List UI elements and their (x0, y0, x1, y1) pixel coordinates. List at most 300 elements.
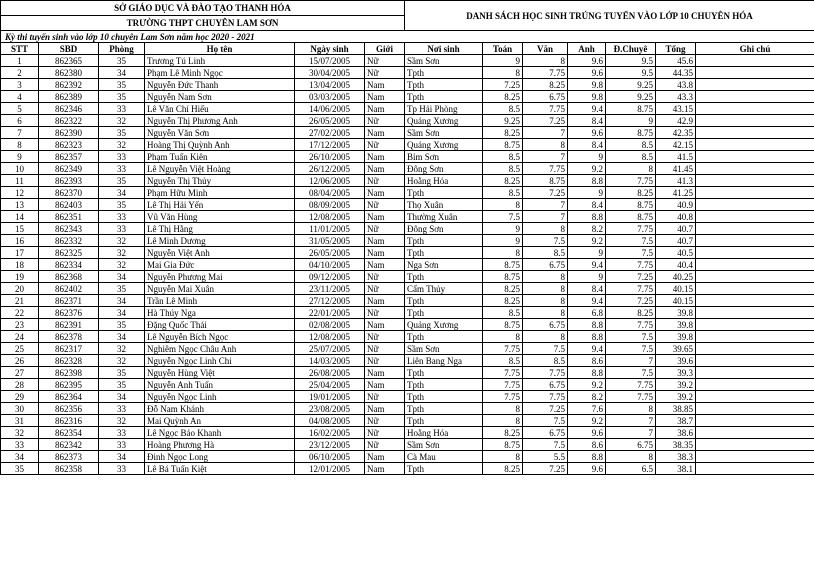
ghi-chu-cell (696, 463, 814, 475)
van-cell: 7 (523, 127, 568, 139)
tong-cell: 39.8 (656, 331, 696, 343)
gioi-cell: Nữ (365, 391, 405, 403)
diem-chuyen-cell: 9.5 (606, 67, 656, 79)
table-row (1, 223, 814, 235)
ghi-chu-cell (696, 115, 814, 127)
col-stt-header: STT (1, 43, 39, 55)
van-cell: 7.25 (523, 463, 568, 475)
tong-cell: 40.5 (656, 247, 696, 259)
col-tong-header: Tổng (656, 43, 696, 55)
tong-cell: 40.15 (656, 295, 696, 307)
tong-cell: 40.8 (656, 211, 696, 223)
stt-cell: 7 (1, 127, 39, 139)
table-row (1, 271, 814, 283)
ngay-sinh-cell: 19/01/2005 (295, 391, 365, 403)
sbd-cell: 862346 (39, 103, 99, 115)
ghi-chu-cell (696, 451, 814, 463)
col-noi-sinh-header: Nơi sinh (405, 43, 483, 55)
toan-cell: 8.75 (483, 271, 523, 283)
toan-cell: 8.5 (483, 307, 523, 319)
phong-cell: 33 (99, 223, 145, 235)
ho-ten-cell: Nguyễn Phương Mai (145, 271, 295, 283)
phong-cell: 32 (99, 247, 145, 259)
sbd-cell: 862332 (39, 235, 99, 247)
ngay-sinh-cell: 16/02/2005 (295, 427, 365, 439)
tong-cell: 38.1 (656, 463, 696, 475)
gioi-cell: Nam (365, 211, 405, 223)
sbd-cell: 862398 (39, 367, 99, 379)
ghi-chu-cell (696, 235, 814, 247)
ngay-sinh-cell: 14/03/2005 (295, 355, 365, 367)
gioi-cell: Nam (365, 379, 405, 391)
phong-cell: 33 (99, 163, 145, 175)
ngay-sinh-cell: 06/10/2005 (295, 451, 365, 463)
toan-cell: 9 (483, 223, 523, 235)
ghi-chu-cell (696, 379, 814, 391)
diem-chuyen-cell: 7.5 (606, 367, 656, 379)
ghi-chu-cell (696, 259, 814, 271)
van-cell: 8.25 (523, 79, 568, 91)
van-cell: 8 (523, 307, 568, 319)
stt-cell: 25 (1, 343, 39, 355)
noi-sinh-cell: Tpth (405, 295, 483, 307)
diem-chuyen-cell: 9.5 (606, 55, 656, 67)
table-row (1, 415, 814, 427)
ho-ten-cell: Lê Nguyễn Việt Hoàng (145, 163, 295, 175)
noi-sinh-cell: Cà Mau (405, 451, 483, 463)
ghi-chu-cell (696, 175, 814, 187)
phong-cell: 32 (99, 139, 145, 151)
toan-cell: 8 (483, 199, 523, 211)
ho-ten-cell: Hoàng Thị Quỳnh Anh (145, 139, 295, 151)
noi-sinh-cell: Tpth (405, 91, 483, 103)
noi-sinh-cell: Tpth (405, 379, 483, 391)
tong-cell: 43.15 (656, 103, 696, 115)
tong-cell: 43.8 (656, 79, 696, 91)
gioi-cell: Nữ (365, 271, 405, 283)
table-row (1, 127, 814, 139)
stt-cell: 22 (1, 307, 39, 319)
ho-ten-cell: Nghiêm Ngọc Châu Anh (145, 343, 295, 355)
gioi-cell: Nam (365, 451, 405, 463)
ghi-chu-cell (696, 283, 814, 295)
anh-cell: 9.2 (568, 379, 606, 391)
tong-cell: 38.3 (656, 451, 696, 463)
ghi-chu-cell (696, 187, 814, 199)
noi-sinh-cell: Quảng Xương (405, 115, 483, 127)
table-row (1, 391, 814, 403)
sbd-cell: 862342 (39, 439, 99, 451)
stt-cell: 33 (1, 439, 39, 451)
stt-cell: 34 (1, 451, 39, 463)
ghi-chu-cell (696, 55, 814, 67)
phong-cell: 32 (99, 115, 145, 127)
diem-chuyen-cell: 9.25 (606, 79, 656, 91)
table-row (1, 367, 814, 379)
anh-cell: 9.2 (568, 235, 606, 247)
van-cell: 6.75 (523, 259, 568, 271)
stt-cell: 27 (1, 367, 39, 379)
stt-cell: 30 (1, 403, 39, 415)
table-row (1, 115, 814, 127)
ho-ten-cell: Trần Lê Minh (145, 295, 295, 307)
van-cell: 8 (523, 139, 568, 151)
phong-cell: 33 (99, 427, 145, 439)
anh-cell: 9.4 (568, 343, 606, 355)
ghi-chu-cell (696, 139, 814, 151)
ngay-sinh-cell: 15/07/2005 (295, 55, 365, 67)
anh-cell: 7.6 (568, 403, 606, 415)
van-cell: 7.75 (523, 367, 568, 379)
ho-ten-cell: Lê Nguyễn Bích Ngọc (145, 331, 295, 343)
anh-cell: 6.8 (568, 307, 606, 319)
toan-cell: 8.5 (483, 187, 523, 199)
stt-cell: 18 (1, 259, 39, 271)
tong-cell: 38.85 (656, 403, 696, 415)
stt-cell: 15 (1, 223, 39, 235)
sbd-cell: 862349 (39, 163, 99, 175)
diem-chuyen-cell: 8.5 (606, 139, 656, 151)
department-title: SỞ GIÁO DỤC VÀ ĐÀO TẠO THANH HÓA (1, 1, 405, 16)
ghi-chu-cell (696, 163, 814, 175)
sbd-cell: 862358 (39, 463, 99, 475)
ngay-sinh-cell: 03/03/2005 (295, 91, 365, 103)
ngay-sinh-cell: 23/08/2005 (295, 403, 365, 415)
toan-cell: 7.25 (483, 79, 523, 91)
ghi-chu-cell (696, 271, 814, 283)
diem-chuyen-cell: 7.5 (606, 235, 656, 247)
diem-chuyen-cell: 7.5 (606, 343, 656, 355)
anh-cell: 8.4 (568, 199, 606, 211)
phong-cell: 33 (99, 151, 145, 163)
table-row (1, 55, 814, 67)
phong-cell: 34 (99, 331, 145, 343)
toan-cell: 9.25 (483, 115, 523, 127)
sbd-cell: 862368 (39, 271, 99, 283)
sbd-cell: 862317 (39, 343, 99, 355)
sbd-cell: 862395 (39, 379, 99, 391)
stt-cell: 13 (1, 199, 39, 211)
ho-ten-cell: Lê Ngọc Bảo Khanh (145, 427, 295, 439)
van-cell: 6.75 (523, 379, 568, 391)
ho-ten-cell: Lê Văn Chí Hiếu (145, 103, 295, 115)
gioi-cell: Nam (365, 319, 405, 331)
table-row (1, 295, 814, 307)
van-cell: 7 (523, 211, 568, 223)
col-toan-header: Toán (483, 43, 523, 55)
diem-chuyen-cell: 7.5 (606, 331, 656, 343)
sbd-cell: 862328 (39, 355, 99, 367)
anh-cell: 9.2 (568, 415, 606, 427)
ho-ten-cell: Lê Thị Hải Yến (145, 199, 295, 211)
diem-chuyen-cell: 8.75 (606, 211, 656, 223)
diem-chuyen-cell: 8.5 (606, 151, 656, 163)
anh-cell: 9.6 (568, 427, 606, 439)
tong-cell: 41.5 (656, 151, 696, 163)
toan-cell: 8.25 (483, 295, 523, 307)
gioi-cell: Nam (365, 79, 405, 91)
table-row (1, 439, 814, 451)
van-cell: 7.75 (523, 67, 568, 79)
sbd-cell: 862371 (39, 295, 99, 307)
table-row (1, 427, 814, 439)
toan-cell: 7.75 (483, 379, 523, 391)
ngay-sinh-cell: 04/08/2005 (295, 415, 365, 427)
tong-cell: 42.35 (656, 127, 696, 139)
tong-cell: 43.3 (656, 91, 696, 103)
stt-cell: 14 (1, 211, 39, 223)
toan-cell: 8.5 (483, 103, 523, 115)
tong-cell: 39.2 (656, 391, 696, 403)
ngay-sinh-cell: 25/04/2005 (295, 379, 365, 391)
noi-sinh-cell: Tpth (405, 331, 483, 343)
tong-cell: 42.9 (656, 115, 696, 127)
anh-cell: 9.2 (568, 163, 606, 175)
ghi-chu-cell (696, 127, 814, 139)
anh-cell: 9.4 (568, 103, 606, 115)
diem-chuyen-cell: 8.25 (606, 307, 656, 319)
stt-cell: 12 (1, 187, 39, 199)
van-cell: 8 (523, 55, 568, 67)
ho-ten-cell: Nguyễn Việt Anh (145, 247, 295, 259)
diem-chuyen-cell: 6.75 (606, 439, 656, 451)
diem-chuyen-cell: 8 (606, 451, 656, 463)
stt-cell: 19 (1, 271, 39, 283)
sbd-cell: 862356 (39, 403, 99, 415)
toan-cell: 8.25 (483, 91, 523, 103)
stt-cell: 5 (1, 103, 39, 115)
column-header-row (1, 43, 814, 55)
table-row (1, 355, 814, 367)
tong-cell: 40.7 (656, 223, 696, 235)
ghi-chu-cell (696, 343, 814, 355)
col-diem-chuyen-header: Đ.Chuyê (606, 43, 656, 55)
ngay-sinh-cell: 25/07/2005 (295, 343, 365, 355)
stt-cell: 20 (1, 283, 39, 295)
gioi-cell: Nữ (365, 439, 405, 451)
gioi-cell: Nữ (365, 199, 405, 211)
anh-cell: 9.6 (568, 55, 606, 67)
toan-cell: 8 (483, 415, 523, 427)
tong-cell: 40.25 (656, 271, 696, 283)
phong-cell: 35 (99, 199, 145, 211)
noi-sinh-cell: Tpth (405, 367, 483, 379)
ghi-chu-cell (696, 307, 814, 319)
ngay-sinh-cell: 13/04/2005 (295, 79, 365, 91)
anh-cell: 8.2 (568, 391, 606, 403)
van-cell: 7.25 (523, 115, 568, 127)
sbd-cell: 862393 (39, 175, 99, 187)
toan-cell: 7.5 (483, 211, 523, 223)
van-cell: 7.25 (523, 403, 568, 415)
anh-cell: 8.8 (568, 331, 606, 343)
gioi-cell: Nữ (365, 223, 405, 235)
ghi-chu-cell (696, 247, 814, 259)
sbd-cell: 862357 (39, 151, 99, 163)
ngay-sinh-cell: 26/10/2005 (295, 151, 365, 163)
van-cell: 8 (523, 331, 568, 343)
toan-cell: 8.25 (483, 463, 523, 475)
ngay-sinh-cell: 14/06/2005 (295, 103, 365, 115)
phong-cell: 33 (99, 211, 145, 223)
exam-title: Kỳ thi tuyển sinh vào lớp 10 chuyên Lam Sơn năm học 2020 - 2021 (1, 31, 814, 43)
noi-sinh-cell: Tpth (405, 271, 483, 283)
tong-cell: 39.65 (656, 343, 696, 355)
phong-cell: 32 (99, 343, 145, 355)
ho-ten-cell: Nguyễn Ngọc Linh (145, 391, 295, 403)
anh-cell: 9 (568, 151, 606, 163)
ngay-sinh-cell: 12/08/2005 (295, 331, 365, 343)
noi-sinh-cell: Tpth (405, 187, 483, 199)
ghi-chu-cell (696, 427, 814, 439)
stt-cell: 23 (1, 319, 39, 331)
ghi-chu-cell (696, 151, 814, 163)
tong-cell: 41.45 (656, 163, 696, 175)
gioi-cell: Nữ (365, 427, 405, 439)
van-cell: 7.5 (523, 343, 568, 355)
sbd-cell: 862354 (39, 427, 99, 439)
phong-cell: 34 (99, 271, 145, 283)
table-row (1, 331, 814, 343)
table-row (1, 343, 814, 355)
noi-sinh-cell: Tpth (405, 235, 483, 247)
diem-chuyen-cell: 8 (606, 403, 656, 415)
noi-sinh-cell: Tpth (405, 79, 483, 91)
toan-cell: 8.25 (483, 283, 523, 295)
col-ho-ten-header: Họ tên (145, 43, 295, 55)
ho-ten-cell: Nguyễn Ngọc Linh Chi (145, 355, 295, 367)
col-ngay-sinh-header: Ngày sinh (295, 43, 365, 55)
van-cell: 7.5 (523, 415, 568, 427)
ghi-chu-cell (696, 91, 814, 103)
diem-chuyen-cell: 8 (606, 163, 656, 175)
gioi-cell: Nam (365, 247, 405, 259)
table-row (1, 151, 814, 163)
table-row (1, 451, 814, 463)
stt-cell: 32 (1, 427, 39, 439)
list-title: DANH SÁCH HỌC SINH TRÚNG TUYỂN VÀO LỚP 10 CHUYÊN HÓA (405, 1, 814, 31)
ghi-chu-cell (696, 223, 814, 235)
ghi-chu-cell (696, 79, 814, 91)
diem-chuyen-cell: 7.75 (606, 319, 656, 331)
van-cell: 8 (523, 223, 568, 235)
phong-cell: 35 (99, 175, 145, 187)
ngay-sinh-cell: 08/04/2005 (295, 187, 365, 199)
gioi-cell: Nam (365, 235, 405, 247)
col-van-header: Văn (523, 43, 568, 55)
sbd-cell: 862322 (39, 115, 99, 127)
noi-sinh-cell: Thọ Xuân (405, 199, 483, 211)
anh-cell: 8.6 (568, 355, 606, 367)
anh-cell: 8.4 (568, 283, 606, 295)
noi-sinh-cell: Tpth (405, 415, 483, 427)
noi-sinh-cell: Quảng Xương (405, 319, 483, 331)
stt-cell: 11 (1, 175, 39, 187)
van-cell: 8 (523, 283, 568, 295)
stt-cell: 31 (1, 415, 39, 427)
stt-cell: 2 (1, 67, 39, 79)
diem-chuyen-cell: 7.25 (606, 271, 656, 283)
noi-sinh-cell: Bỉm Sơn (405, 151, 483, 163)
diem-chuyen-cell: 9.25 (606, 91, 656, 103)
sbd-cell: 862380 (39, 67, 99, 79)
van-cell: 6.75 (523, 319, 568, 331)
sbd-cell: 862343 (39, 223, 99, 235)
gioi-cell: Nữ (365, 283, 405, 295)
toan-cell: 8.25 (483, 175, 523, 187)
anh-cell: 8.2 (568, 223, 606, 235)
ho-ten-cell: Nguyễn Hùng Việt (145, 367, 295, 379)
ngay-sinh-cell: 02/08/2005 (295, 319, 365, 331)
tong-cell: 39.8 (656, 307, 696, 319)
phong-cell: 34 (99, 187, 145, 199)
ho-ten-cell: Đặng Quốc Thái (145, 319, 295, 331)
gioi-cell: Nam (365, 367, 405, 379)
col-gioi-header: Giới (365, 43, 405, 55)
sbd-cell: 862351 (39, 211, 99, 223)
table-row (1, 247, 814, 259)
ghi-chu-cell (696, 319, 814, 331)
phong-cell: 34 (99, 67, 145, 79)
ngay-sinh-cell: 23/11/2005 (295, 283, 365, 295)
ngay-sinh-cell: 26/08/2005 (295, 367, 365, 379)
van-cell: 8.75 (523, 175, 568, 187)
diem-chuyen-cell: 7.75 (606, 223, 656, 235)
gioi-cell: Nữ (365, 307, 405, 319)
table-row (1, 67, 814, 79)
anh-cell: 9.6 (568, 463, 606, 475)
table-row (1, 379, 814, 391)
ngay-sinh-cell: 27/02/2005 (295, 127, 365, 139)
ho-ten-cell: Nguyễn Đức Thanh (145, 79, 295, 91)
sbd-cell: 862365 (39, 55, 99, 67)
gioi-cell: Nam (365, 127, 405, 139)
noi-sinh-cell: Đông Sơn (405, 223, 483, 235)
gioi-cell: Nữ (365, 139, 405, 151)
ngay-sinh-cell: 27/12/2005 (295, 295, 365, 307)
anh-cell: 9.4 (568, 259, 606, 271)
tong-cell: 39.6 (656, 355, 696, 367)
ho-ten-cell: Đinh Ngọc Long (145, 451, 295, 463)
tong-cell: 39.2 (656, 379, 696, 391)
phong-cell: 34 (99, 307, 145, 319)
stt-cell: 3 (1, 79, 39, 91)
tong-cell: 39.8 (656, 319, 696, 331)
gioi-cell: Nam (365, 463, 405, 475)
ngay-sinh-cell: 26/05/2005 (295, 115, 365, 127)
diem-chuyen-cell: 8.75 (606, 103, 656, 115)
ho-ten-cell: Nguyễn Thị Thủy (145, 175, 295, 187)
van-cell: 7.5 (523, 235, 568, 247)
anh-cell: 8.8 (568, 319, 606, 331)
van-cell: 7.5 (523, 439, 568, 451)
gioi-cell: Nữ (365, 331, 405, 343)
col-ghi-chu-header: Ghi chú (696, 43, 814, 55)
gioi-cell: Nam (365, 163, 405, 175)
phong-cell: 35 (99, 91, 145, 103)
phong-cell: 33 (99, 103, 145, 115)
gioi-cell: Nữ (365, 55, 405, 67)
ho-ten-cell: Đỗ Nam Khánh (145, 403, 295, 415)
noi-sinh-cell: Cẩm Thủy (405, 283, 483, 295)
school-title: TRƯỜNG THPT CHUYÊN LAM SƠN (1, 16, 405, 31)
ho-ten-cell: Hoàng Phương Hà (145, 439, 295, 451)
sbd-cell: 862370 (39, 187, 99, 199)
diem-chuyen-cell: 8.75 (606, 127, 656, 139)
ho-ten-cell: Phạm Lê Minh Ngọc (145, 67, 295, 79)
toan-cell: 8.25 (483, 127, 523, 139)
anh-cell: 9 (568, 187, 606, 199)
